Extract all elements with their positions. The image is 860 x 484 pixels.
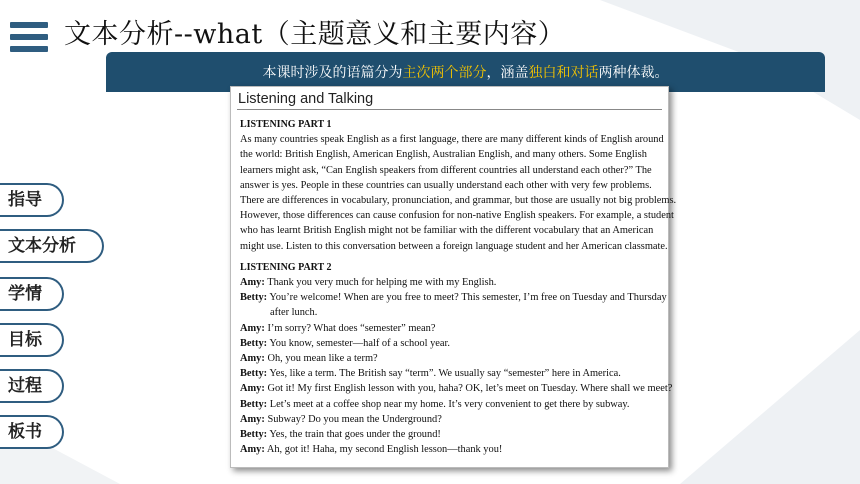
doc-body (240, 113, 677, 457)
doc-divider (237, 109, 662, 110)
nav-item-text-analysis[interactable]: 文本分析 (0, 229, 104, 263)
nav-item-process[interactable]: 过程 (0, 369, 64, 403)
part1-paragraph (240, 132, 677, 254)
dialogue-line: Amy: Subway? Do you mean the Underground? (240, 413, 442, 425)
part1-line: There are differences in vocabulary, pronunciation, and grammar, but those are usually not big problems. (240, 195, 677, 207)
nav-item-objectives[interactable]: 目标 (0, 323, 64, 357)
dialogue-line: Betty: Yes, the train that goes under the ground! (240, 429, 441, 441)
part1-line: As many countries speak English as a first language, there are many different kinds of English around (240, 134, 664, 146)
dialogue-line: Betty: Yes, like a term. The British say “term”. We usually say “semester” here in America. (240, 368, 621, 380)
highlight-parts: 主次两个部分 (402, 65, 487, 81)
part1-line: might use. Listen to this conversation between a foreign language student and her American classmate. (240, 240, 668, 252)
banner-text: 本课时涉及的语篇分为主次两个部分，涵盖独白和对话两种体裁。 (262, 65, 669, 81)
dialogue-line: Amy: Oh, you mean like a term? (240, 353, 378, 365)
part1-line: answer is yes. People in these countries can usually understand each other with very few problems. (240, 179, 652, 191)
dialogue-line: Betty: You’re welcome! When are you free to meet? This semester, I’m free on Tuesday and Thursday (240, 292, 667, 304)
page-title: 文本分析--what（主题意义和主要内容） (64, 19, 566, 50)
textbook-page-image (230, 86, 677, 468)
menu-icon (10, 22, 48, 52)
nav-item-guide[interactable]: 指导 (0, 183, 64, 217)
summary-banner (106, 52, 825, 90)
part1-line: the world: British English, American English, Australian English, and many others. Some English (240, 149, 647, 161)
doc-heading: Listening and Talking (238, 91, 374, 107)
part1-title: LISTENING PART 1 (240, 119, 332, 130)
part1-line: who has learnt British English might not be familiar with the different vocabulary that an American (240, 225, 654, 237)
highlight-genres: 独白和对话 (528, 65, 599, 81)
nav-item-board-design[interactable]: 板书 (0, 415, 64, 449)
dialogue-line: after lunch. (270, 307, 318, 319)
dialogue-line: Amy: I’m sorry? What does “semester” mean? (240, 322, 436, 334)
part2-title: LISTENING PART 2 (240, 261, 332, 273)
part1-line: However, those differences can cause confusion for non-native English speakers. For example, a student (240, 210, 674, 222)
nav-item-learner-analysis[interactable]: 学情 (0, 277, 64, 311)
dialogue-line: Amy: Thank you very much for helping me with my English. (240, 277, 497, 289)
dialogue-line: Amy: Got it! My first English lesson with you, haha? OK, let’s meet on Tuesday. Where shall we meet? (240, 383, 673, 395)
dialogue-line: Betty: You know, semester—half of a school year. (240, 337, 450, 349)
dialogue-line: Betty: Let’s meet at a coffee shop near my home. It’s very convenient to get there by subway. (240, 398, 630, 410)
part1-line: learners might ask, “Can English speakers from different countries all understand each other?” The (240, 164, 652, 176)
dialogue-line: Amy: Ah, got it! Haha, my second English lesson—thank you! (240, 444, 503, 456)
